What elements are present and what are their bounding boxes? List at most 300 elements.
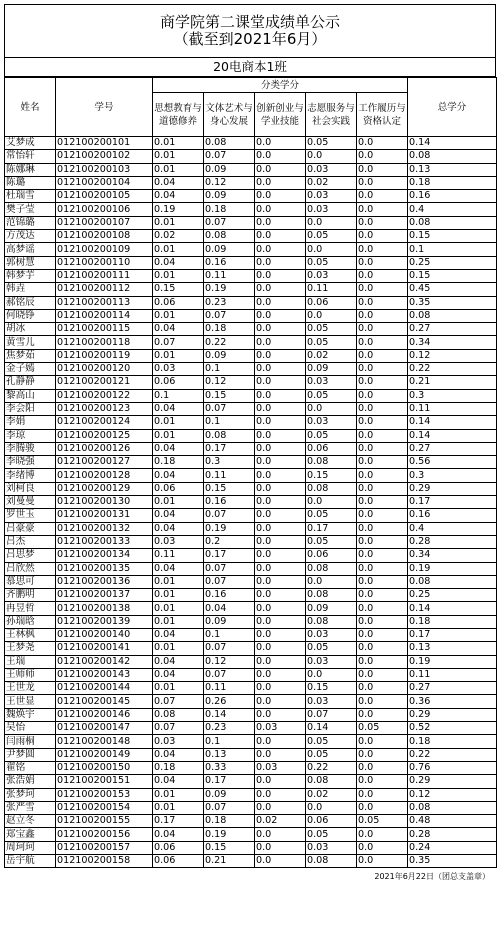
cell-innovation: 0.0 bbox=[255, 137, 306, 150]
cell-innovation: 0.0 bbox=[255, 389, 306, 402]
cell-moral: 0.04 bbox=[153, 655, 204, 668]
cell-name: 齐鹏明 bbox=[5, 589, 56, 602]
cell-moral: 0.04 bbox=[153, 323, 204, 336]
cell-student-id: 012100200138 bbox=[56, 602, 153, 615]
cell-student-id: 012100200101 bbox=[56, 137, 153, 150]
cell-volunteer: 0.06 bbox=[306, 815, 357, 828]
table-row bbox=[5, 708, 497, 721]
cell-arts: 0.22 bbox=[204, 336, 255, 349]
cell-name: 方茂达 bbox=[5, 230, 56, 243]
cell-moral: 0.04 bbox=[153, 668, 204, 681]
cell-volunteer: 0.0 bbox=[306, 668, 357, 681]
cell-work: 0.0 bbox=[357, 309, 408, 322]
cell-moral: 0.04 bbox=[153, 402, 204, 415]
cell-innovation: 0.0 bbox=[255, 735, 306, 748]
cell-name: 黄雪儿 bbox=[5, 336, 56, 349]
cell-student-id: 012100200151 bbox=[56, 775, 153, 788]
cell-work: 0.0 bbox=[357, 482, 408, 495]
cell-name: 魏焕宇 bbox=[5, 708, 56, 721]
table-row bbox=[5, 442, 497, 455]
cell-innovation: 0.0 bbox=[255, 230, 306, 243]
cell-innovation: 0.0 bbox=[255, 176, 306, 189]
table-row bbox=[5, 668, 497, 681]
header-arts-sports: 文体艺术与身心发展 bbox=[204, 93, 255, 137]
cell-total: 0.25 bbox=[408, 256, 497, 269]
cell-innovation: 0.0 bbox=[255, 416, 306, 429]
cell-total: 0.16 bbox=[408, 190, 497, 203]
cell-moral: 0.06 bbox=[153, 841, 204, 854]
cell-innovation: 0.0 bbox=[255, 349, 306, 362]
cell-moral: 0.04 bbox=[153, 190, 204, 203]
cell-name: 慕思可 bbox=[5, 575, 56, 588]
cell-moral: 0.01 bbox=[153, 801, 204, 814]
cell-arts: 0.15 bbox=[204, 841, 255, 854]
cell-total: 0.13 bbox=[408, 642, 497, 655]
cell-moral: 0.04 bbox=[153, 509, 204, 522]
class-name: 20电商本1班 bbox=[4, 57, 496, 77]
cell-total: 0.76 bbox=[408, 761, 497, 774]
cell-name: 李腾骏 bbox=[5, 442, 56, 455]
cell-innovation: 0.0 bbox=[255, 788, 306, 801]
cell-total: 0.45 bbox=[408, 283, 497, 296]
cell-total: 0.22 bbox=[408, 363, 497, 376]
cell-work: 0.0 bbox=[357, 775, 408, 788]
cell-volunteer: 0.14 bbox=[306, 722, 357, 735]
cell-work: 0.0 bbox=[357, 735, 408, 748]
cell-innovation: 0.0 bbox=[255, 376, 306, 389]
cell-innovation: 0.03 bbox=[255, 761, 306, 774]
cell-work: 0.0 bbox=[357, 203, 408, 216]
cell-arts: 0.07 bbox=[204, 562, 255, 575]
cell-volunteer: 0.03 bbox=[306, 628, 357, 641]
cell-arts: 0.16 bbox=[204, 589, 255, 602]
cell-name: 王瑞 bbox=[5, 655, 56, 668]
cell-arts: 0.08 bbox=[204, 230, 255, 243]
cell-innovation: 0.0 bbox=[255, 256, 306, 269]
cell-innovation: 0.0 bbox=[255, 482, 306, 495]
cell-volunteer: 0.22 bbox=[306, 761, 357, 774]
cell-student-id: 012100200122 bbox=[56, 389, 153, 402]
cell-total: 0.4 bbox=[408, 203, 497, 216]
cell-work: 0.0 bbox=[357, 336, 408, 349]
cell-student-id: 012100200107 bbox=[56, 216, 153, 229]
cell-arts: 0.04 bbox=[204, 602, 255, 615]
cell-student-id: 012100200153 bbox=[56, 788, 153, 801]
cell-student-id: 012100200135 bbox=[56, 562, 153, 575]
cell-work: 0.0 bbox=[357, 429, 408, 442]
cell-moral: 0.06 bbox=[153, 376, 204, 389]
cell-name: 高梦谣 bbox=[5, 243, 56, 256]
table-row bbox=[5, 655, 497, 668]
table-row bbox=[5, 682, 497, 695]
cell-arts: 0.09 bbox=[204, 349, 255, 362]
cell-volunteer: 0.0 bbox=[306, 309, 357, 322]
cell-name: 王师师 bbox=[5, 668, 56, 681]
cell-total: 0.18 bbox=[408, 615, 497, 628]
cell-arts: 0.1 bbox=[204, 735, 255, 748]
cell-work: 0.0 bbox=[357, 163, 408, 176]
cell-work: 0.0 bbox=[357, 655, 408, 668]
cell-student-id: 012100200127 bbox=[56, 456, 153, 469]
cell-arts: 0.11 bbox=[204, 469, 255, 482]
table-row bbox=[5, 722, 497, 735]
cell-innovation: 0.0 bbox=[255, 402, 306, 415]
cell-arts: 0.1 bbox=[204, 363, 255, 376]
cell-student-id: 012100200129 bbox=[56, 482, 153, 495]
cell-total: 0.18 bbox=[408, 176, 497, 189]
cell-work: 0.05 bbox=[357, 722, 408, 735]
cell-innovation: 0.0 bbox=[255, 216, 306, 229]
cell-student-id: 012100200121 bbox=[56, 376, 153, 389]
cell-moral: 0.01 bbox=[153, 269, 204, 282]
table-row bbox=[5, 150, 497, 163]
cell-name: 胡冰 bbox=[5, 323, 56, 336]
cell-student-id: 012100200139 bbox=[56, 615, 153, 628]
cell-arts: 0.07 bbox=[204, 509, 255, 522]
cell-name: 吕豪豪 bbox=[5, 522, 56, 535]
cell-total: 0.08 bbox=[408, 216, 497, 229]
cell-innovation: 0.0 bbox=[255, 589, 306, 602]
cell-student-id: 012100200110 bbox=[56, 256, 153, 269]
cell-volunteer: 0.07 bbox=[306, 708, 357, 721]
cell-total: 0.24 bbox=[408, 841, 497, 854]
cell-arts: 0.3 bbox=[204, 456, 255, 469]
cell-work: 0.0 bbox=[357, 349, 408, 362]
header-student-id: 学号 bbox=[56, 78, 153, 137]
cell-volunteer: 0.17 bbox=[306, 522, 357, 535]
cell-innovation: 0.0 bbox=[255, 628, 306, 641]
cell-student-id: 012100200130 bbox=[56, 496, 153, 509]
cell-innovation: 0.0 bbox=[255, 655, 306, 668]
cell-moral: 0.19 bbox=[153, 203, 204, 216]
table-row bbox=[5, 429, 497, 442]
cell-student-id: 012100200136 bbox=[56, 575, 153, 588]
cell-moral: 0.06 bbox=[153, 855, 204, 868]
cell-arts: 0.07 bbox=[204, 216, 255, 229]
cell-name: 何晓铮 bbox=[5, 309, 56, 322]
cell-name: 郝铭辰 bbox=[5, 296, 56, 309]
cell-innovation: 0.0 bbox=[255, 363, 306, 376]
cell-moral: 0.01 bbox=[153, 137, 204, 150]
cell-name: 张梦珂 bbox=[5, 788, 56, 801]
header-name: 姓名 bbox=[5, 78, 56, 137]
cell-arts: 0.19 bbox=[204, 828, 255, 841]
cell-name: 常怡轩 bbox=[5, 150, 56, 163]
cell-work: 0.0 bbox=[357, 216, 408, 229]
cell-arts: 0.23 bbox=[204, 722, 255, 735]
score-table bbox=[4, 77, 497, 868]
table-row bbox=[5, 190, 497, 203]
cell-arts: 0.14 bbox=[204, 708, 255, 721]
cell-innovation: 0.0 bbox=[255, 522, 306, 535]
cell-total: 0.1 bbox=[408, 243, 497, 256]
table-row bbox=[5, 628, 497, 641]
cell-volunteer: 0.05 bbox=[306, 256, 357, 269]
cell-name: 岳宇航 bbox=[5, 855, 56, 868]
header-volunteer: 志愿服务与社会实践 bbox=[306, 93, 357, 137]
cell-work: 0.0 bbox=[357, 150, 408, 163]
cell-student-id: 012100200125 bbox=[56, 429, 153, 442]
cell-total: 0.56 bbox=[408, 456, 497, 469]
table-row bbox=[5, 336, 497, 349]
cell-total: 0.19 bbox=[408, 562, 497, 575]
cell-student-id: 012100200109 bbox=[56, 243, 153, 256]
cell-student-id: 012100200137 bbox=[56, 589, 153, 602]
cell-moral: 0.04 bbox=[153, 469, 204, 482]
cell-moral: 0.01 bbox=[153, 150, 204, 163]
table-row bbox=[5, 615, 497, 628]
cell-volunteer: 0.05 bbox=[306, 828, 357, 841]
cell-total: 0.12 bbox=[408, 349, 497, 362]
cell-arts: 0.07 bbox=[204, 642, 255, 655]
table-row bbox=[5, 269, 497, 282]
cell-arts: 0.12 bbox=[204, 376, 255, 389]
cell-work: 0.0 bbox=[357, 562, 408, 575]
cell-total: 0.27 bbox=[408, 323, 497, 336]
cell-total: 0.4 bbox=[408, 522, 497, 535]
cell-volunteer: 0.03 bbox=[306, 416, 357, 429]
table-row bbox=[5, 482, 497, 495]
table-row bbox=[5, 602, 497, 615]
cell-volunteer: 0.0 bbox=[306, 402, 357, 415]
table-row bbox=[5, 363, 497, 376]
title-line-2: （截至到2021年6月） bbox=[173, 30, 327, 48]
cell-moral: 0.01 bbox=[153, 682, 204, 695]
cell-total: 0.29 bbox=[408, 775, 497, 788]
cell-arts: 0.07 bbox=[204, 150, 255, 163]
cell-volunteer: 0.15 bbox=[306, 469, 357, 482]
table-row bbox=[5, 801, 497, 814]
cell-total: 0.11 bbox=[408, 668, 497, 681]
cell-volunteer: 0.05 bbox=[306, 429, 357, 442]
cell-total: 0.52 bbox=[408, 722, 497, 735]
cell-student-id: 012100200148 bbox=[56, 735, 153, 748]
cell-moral: 0.01 bbox=[153, 589, 204, 602]
cell-total: 0.08 bbox=[408, 309, 497, 322]
cell-arts: 0.09 bbox=[204, 163, 255, 176]
cell-innovation: 0.0 bbox=[255, 296, 306, 309]
cell-volunteer: 0.06 bbox=[306, 549, 357, 562]
cell-work: 0.0 bbox=[357, 376, 408, 389]
cell-work: 0.0 bbox=[357, 628, 408, 641]
cell-moral: 0.03 bbox=[153, 735, 204, 748]
cell-moral: 0.11 bbox=[153, 549, 204, 562]
cell-volunteer: 0.05 bbox=[306, 336, 357, 349]
cell-work: 0.0 bbox=[357, 389, 408, 402]
score-sheet bbox=[4, 4, 496, 884]
cell-moral: 0.01 bbox=[153, 602, 204, 615]
table-row bbox=[5, 735, 497, 748]
cell-student-id: 012100200149 bbox=[56, 748, 153, 761]
cell-work: 0.0 bbox=[357, 615, 408, 628]
cell-arts: 0.21 bbox=[204, 855, 255, 868]
cell-student-id: 012100200156 bbox=[56, 828, 153, 841]
cell-student-id: 012100200120 bbox=[56, 363, 153, 376]
cell-work: 0.0 bbox=[357, 682, 408, 695]
cell-name: 樊子莹 bbox=[5, 203, 56, 216]
table-row bbox=[5, 509, 497, 522]
cell-work: 0.0 bbox=[357, 230, 408, 243]
header-category-group: 分类学分 bbox=[153, 78, 408, 93]
cell-volunteer: 0.0 bbox=[306, 575, 357, 588]
cell-student-id: 012100200133 bbox=[56, 535, 153, 548]
cell-innovation: 0.0 bbox=[255, 695, 306, 708]
cell-work: 0.0 bbox=[357, 402, 408, 415]
cell-moral: 0.08 bbox=[153, 708, 204, 721]
cell-arts: 0.11 bbox=[204, 682, 255, 695]
cell-student-id: 012100200140 bbox=[56, 628, 153, 641]
cell-name: 王林枫 bbox=[5, 628, 56, 641]
cell-moral: 0.01 bbox=[153, 496, 204, 509]
cell-work: 0.0 bbox=[357, 828, 408, 841]
cell-moral: 0.04 bbox=[153, 442, 204, 455]
cell-arts: 0.18 bbox=[204, 203, 255, 216]
cell-moral: 0.01 bbox=[153, 429, 204, 442]
cell-volunteer: 0.02 bbox=[306, 349, 357, 362]
cell-volunteer: 0.05 bbox=[306, 509, 357, 522]
cell-innovation: 0.0 bbox=[255, 429, 306, 442]
cell-student-id: 012100200124 bbox=[56, 416, 153, 429]
cell-innovation: 0.0 bbox=[255, 708, 306, 721]
cell-work: 0.0 bbox=[357, 549, 408, 562]
cell-total: 0.3 bbox=[408, 469, 497, 482]
cell-moral: 0.01 bbox=[153, 243, 204, 256]
cell-work: 0.0 bbox=[357, 442, 408, 455]
cell-total: 0.17 bbox=[408, 496, 497, 509]
cell-volunteer: 0.08 bbox=[306, 615, 357, 628]
cell-work: 0.0 bbox=[357, 323, 408, 336]
cell-innovation: 0.0 bbox=[255, 775, 306, 788]
cell-student-id: 012100200143 bbox=[56, 668, 153, 681]
cell-moral: 0.04 bbox=[153, 748, 204, 761]
cell-work: 0.0 bbox=[357, 176, 408, 189]
cell-volunteer: 0.02 bbox=[306, 788, 357, 801]
cell-innovation: 0.0 bbox=[255, 150, 306, 163]
cell-name: 杜瑞雪 bbox=[5, 190, 56, 203]
cell-volunteer: 0.15 bbox=[306, 682, 357, 695]
cell-name: 冉昱哲 bbox=[5, 602, 56, 615]
cell-volunteer: 0.08 bbox=[306, 456, 357, 469]
cell-work: 0.0 bbox=[357, 788, 408, 801]
cell-volunteer: 0.05 bbox=[306, 323, 357, 336]
cell-name: 尹梦圆 bbox=[5, 748, 56, 761]
cell-total: 0.18 bbox=[408, 735, 497, 748]
table-row bbox=[5, 176, 497, 189]
cell-innovation: 0.0 bbox=[255, 575, 306, 588]
table-row bbox=[5, 642, 497, 655]
cell-name: 陈璐 bbox=[5, 176, 56, 189]
cell-arts: 0.12 bbox=[204, 655, 255, 668]
cell-innovation: 0.0 bbox=[255, 668, 306, 681]
cell-moral: 0.04 bbox=[153, 176, 204, 189]
cell-student-id: 012100200131 bbox=[56, 509, 153, 522]
cell-volunteer: 0.11 bbox=[306, 283, 357, 296]
cell-student-id: 012100200147 bbox=[56, 722, 153, 735]
cell-volunteer: 0.05 bbox=[306, 642, 357, 655]
cell-innovation: 0.0 bbox=[255, 243, 306, 256]
cell-work: 0.0 bbox=[357, 469, 408, 482]
cell-total: 0.27 bbox=[408, 442, 497, 455]
cell-innovation: 0.0 bbox=[255, 456, 306, 469]
cell-innovation: 0.0 bbox=[255, 323, 306, 336]
table-row bbox=[5, 562, 497, 575]
cell-moral: 0.17 bbox=[153, 815, 204, 828]
cell-total: 0.08 bbox=[408, 801, 497, 814]
cell-moral: 0.04 bbox=[153, 522, 204, 535]
cell-total: 0.17 bbox=[408, 628, 497, 641]
cell-arts: 0.1 bbox=[204, 416, 255, 429]
cell-name: 吕杰 bbox=[5, 535, 56, 548]
cell-work: 0.0 bbox=[357, 456, 408, 469]
cell-name: 韩梦芋 bbox=[5, 269, 56, 282]
cell-student-id: 012100200118 bbox=[56, 336, 153, 349]
table-row bbox=[5, 230, 497, 243]
cell-total: 0.34 bbox=[408, 336, 497, 349]
cell-volunteer: 0.05 bbox=[306, 137, 357, 150]
cell-arts: 0.07 bbox=[204, 309, 255, 322]
cell-student-id: 012100200115 bbox=[56, 323, 153, 336]
cell-volunteer: 0.09 bbox=[306, 363, 357, 376]
cell-volunteer: 0.08 bbox=[306, 482, 357, 495]
table-row bbox=[5, 323, 497, 336]
cell-moral: 0.18 bbox=[153, 761, 204, 774]
cell-arts: 0.2 bbox=[204, 535, 255, 548]
cell-innovation: 0.0 bbox=[255, 469, 306, 482]
cell-work: 0.0 bbox=[357, 668, 408, 681]
cell-innovation: 0.0 bbox=[255, 801, 306, 814]
cell-total: 0.14 bbox=[408, 602, 497, 615]
cell-moral: 0.07 bbox=[153, 695, 204, 708]
cell-student-id: 012100200142 bbox=[56, 655, 153, 668]
cell-student-id: 012100200150 bbox=[56, 761, 153, 774]
cell-total: 0.29 bbox=[408, 482, 497, 495]
title-line-1: 商学院第二课堂成绩单公示 bbox=[159, 13, 340, 31]
cell-innovation: 0.0 bbox=[255, 336, 306, 349]
cell-total: 0.15 bbox=[408, 269, 497, 282]
cell-total: 0.28 bbox=[408, 828, 497, 841]
cell-total: 0.08 bbox=[408, 575, 497, 588]
cell-innovation: 0.0 bbox=[255, 163, 306, 176]
cell-work: 0.0 bbox=[357, 256, 408, 269]
cell-name: 郑宝鑫 bbox=[5, 828, 56, 841]
cell-innovation: 0.0 bbox=[255, 309, 306, 322]
cell-total: 0.35 bbox=[408, 296, 497, 309]
cell-innovation: 0.0 bbox=[255, 682, 306, 695]
cell-volunteer: 0.08 bbox=[306, 855, 357, 868]
table-row bbox=[5, 456, 497, 469]
cell-moral: 0.01 bbox=[153, 615, 204, 628]
cell-moral: 0.01 bbox=[153, 309, 204, 322]
cell-volunteer: 0.08 bbox=[306, 589, 357, 602]
table-row bbox=[5, 216, 497, 229]
cell-student-id: 012100200103 bbox=[56, 163, 153, 176]
cell-work: 0.0 bbox=[357, 496, 408, 509]
cell-name: 周珂珂 bbox=[5, 841, 56, 854]
table-row bbox=[5, 376, 497, 389]
table-row bbox=[5, 775, 497, 788]
table-row bbox=[5, 402, 497, 415]
cell-work: 0.0 bbox=[357, 535, 408, 548]
cell-arts: 0.17 bbox=[204, 549, 255, 562]
cell-innovation: 0.0 bbox=[255, 283, 306, 296]
cell-volunteer: 0.06 bbox=[306, 442, 357, 455]
cell-student-id: 012100200104 bbox=[56, 176, 153, 189]
table-row bbox=[5, 522, 497, 535]
cell-name: 李娟 bbox=[5, 416, 56, 429]
cell-arts: 0.19 bbox=[204, 522, 255, 535]
cell-arts: 0.07 bbox=[204, 668, 255, 681]
cell-moral: 0.04 bbox=[153, 628, 204, 641]
